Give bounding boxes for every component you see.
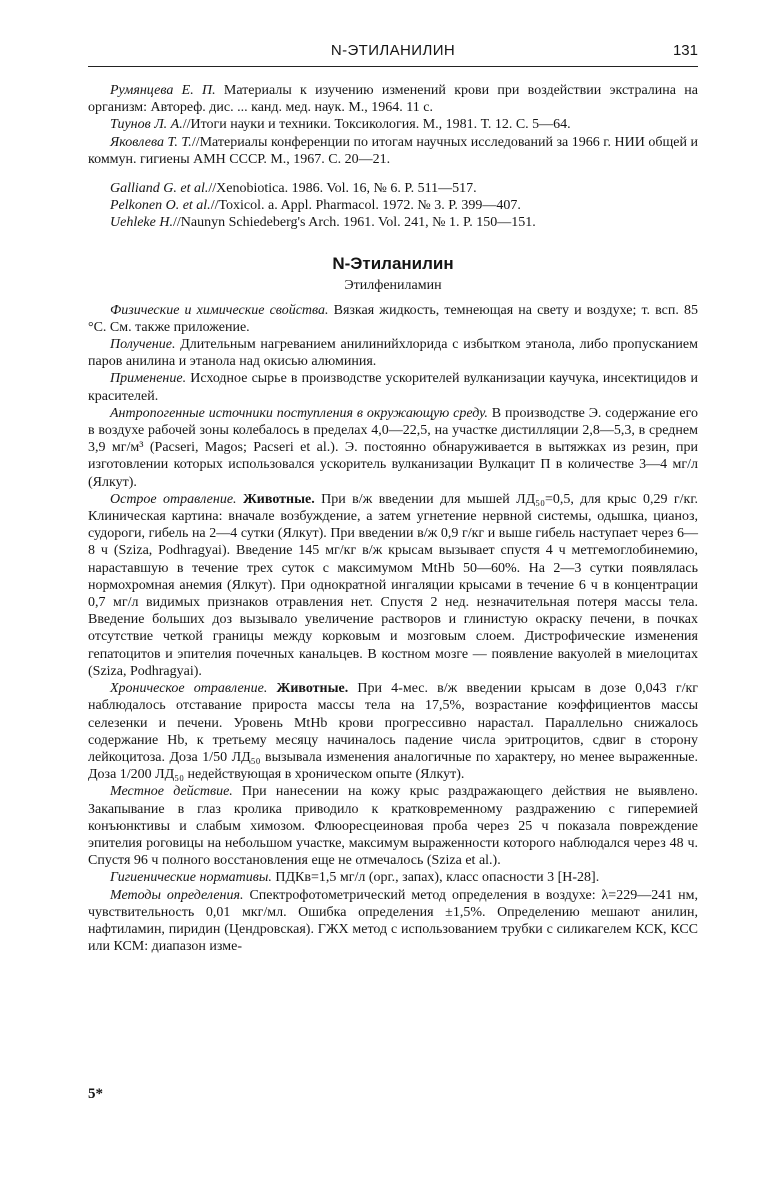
paragraph-lead: Хроническое отравление. [110,681,268,697]
reference-text: //Материалы конференции по итогам научных исследований за 1966 г. НИИ общей и коммун. гигиены АМН СССР. М., 1967. С. 20—21. [88,134,698,167]
paragraph-methods [88,887,698,956]
running-header [88,40,698,67]
reference-item [88,116,698,133]
reference-author: Тиунов Л. А. [110,117,183,133]
paragraph-application [88,370,698,404]
paragraph-lead: Физические и химические свойства. [110,302,329,318]
paragraph-text: Исходное сырье в производстве ускорителей вулканизации каучука, инсектицидов и красителей. [88,371,698,404]
reference-author: Яковлева Т. Т. [110,134,192,150]
paragraph-lead: Гигиенические нормативы. [110,870,272,886]
paragraph-properties [88,302,698,336]
reference-text: //Toxicol. a. Appl. Pharmacol. 1972. № 3. P. 399—407. [210,198,521,214]
running-title: N-ЭТИЛАНИЛИН [330,42,456,59]
article-body [88,302,698,956]
reference-list-latin [88,180,698,232]
paragraph-lead: Методы определения. [110,887,244,903]
reference-item [88,134,698,168]
reference-author: Pelkonen O. et al. [110,198,211,214]
reference-author: Galliand G. et al. [110,181,209,197]
paragraph-text: Спектрофотометрический метод определения в воздухе: λ=229—241 нм, чувствительность 0,01 мкг/мл. Ошибка определения ±1,5%. Определению мешают анилин, нафтиламин, пиридин (Цендровская). ГЖХ метод с использованием трубки с силикагелем КСК, КСС или КСМ: диапазон изме- [88,887,698,955]
paragraph-text: Длительным нагреванием анилинийхлорида с избытком этанола, либо пропусканием паров анилина и этанола над окисью алюминия. [88,337,698,370]
paragraph-subject: Животные. [267,681,349,697]
paragraph-text: Вязкая жидкость, темнеющая на свету и воздухе; т. всп. 85 °С. См. также приложение. [88,302,698,335]
paragraph-lead: Антропогенные источники поступления в окружающую среду. [110,405,488,421]
paragraph-production [88,336,698,370]
reference-author: Uehleke H. [110,215,173,231]
signature-mark: 5* [88,1086,103,1102]
paragraph-text: При в/ж введении для мышей ЛД₅₀=0,5, для крыс 0,29 г/кг. Клиническая картина: вначале возбуждение, а затем угнетение нервной системы, одышка, цианоз, судороги, гибель на 2—4 сутки (Ялкут). При введении в/ж 0,9 г/кг и выше гибель наступает через 6—8 ч (Sziza, Podhragyai). Введение 145 мг/кг в/ж крысам вызывает спустя 4 ч метгемоглобинемию, нараставшую в течение трех суток с максимумом MtHb 50—60%. На 2—3 сутки появлялась нормохромная анемия (Ялкут). При однократной ингаляции крысами в течение 6 ч в концентрации 0,7 мг/л видимых признаков отравления нет. Спустя 2 нед. незначительная потеря массы тела. Введение больших доз вызывало увеличение растворов и глинистую окраску печени, в почках отсутствие четкой границы между корковым и мозговым слоем. Дистрофические изменения гепатоцитов и эпителия почечных канальцев. В костном мозге — появление вакуолей в миелоцитах (Sziza, Podhragyai). [88,491,698,679]
paragraph-lead: Местное действие. [110,784,233,800]
paragraph-local-action [88,783,698,869]
reference-text: Материалы к изучению изменений крови при воздействии экстралина на организм: Автореф. дис. ... канд. мед. наук. М., 1964. 11 с. [88,83,698,116]
paragraph-text: ПДКв=1,5 мг/л (орг., запах), класс опасности 3 [Н-28]. [271,870,600,886]
paragraph-lead: Острое отравление. [110,491,237,507]
article-synonym: Этилфениламин [344,277,442,293]
reference-author: Румянцева Е. П. [110,83,216,98]
reference-item [88,180,698,197]
reference-text: //Naunyn Schiedeberg's Arch. 1961. Vol. 241, № 1. P. 150—151. [172,215,536,231]
article-title: N-Этиланилин [332,253,454,273]
paragraph-hygiene-norms [88,869,698,886]
reference-item [88,82,698,116]
reference-text: //Xenobiotica. 1986. Vol. 16, № 6. P. 511—517. [208,181,477,197]
paragraph-chronic-poisoning [88,680,698,783]
reference-list-russian [88,82,698,168]
paragraph-subject: Животные. [236,491,315,507]
reference-item [88,214,698,231]
paragraph-text: При нанесении на кожу крыс раздражающего действия не выявлено. Закапывание в глаз кролика приводило к кратковременному раздражению с гиперемией конъюнктивы и слабым химозом. Флюоресцеиновая проба через 25 ч показала повреждение эпителия роговицы на небольшом участке, максимум выраженности которого наблюдался через 48 ч. Спустя 96 ч полного восстановления еще не отмечалось (Sziza et al.). [88,784,699,869]
page-content [88,82,698,955]
reference-text: //Итоги науки и техники. Токсикология. М., 1981. Т. 12. С. 5—64. [182,117,571,133]
paragraph-text: В производстве Э. содержание его в воздухе рабочей зоны колебалось в пределах 4,0—22,5, на участке дистилляции 2,8—5,3, в среднем 3,9 мг/м³ (Pacseri, Magos; Pacseri et al.). Э. постоянно обнаруживается в вытяжках из резин, при изготовлении которых использовался ускоритель вулканизации Вулкацит П в количестве 3—4 мг/л (Ялкут). [88,405,699,490]
paragraph-text: При 4-мес. в/ж введении крысам в дозе 0,043 г/кг наблюдалось отставание прироста массы тела на 17,5%, возрастание коэффициентов массы селезенки и печени. Уровень MtHb крови прогрессивно нарастал. Параллельно снижалось содержание Hb, к третьему месяцу начиналось падение числа эритроцитов, сдвиг в сторону лейкоцитоза. Доза 1/50 ЛД₅₀ вызывала изменения аналогичные по характеру, но менее выраженные. Доза 1/200 ЛД₅₀ недействующая в хроническом опыте (Ялкут). [88,681,699,783]
paragraph-lead: Применение. [110,371,187,387]
reference-item [88,197,698,214]
page-number: 131 [672,42,698,59]
paragraph-lead: Получение. [110,337,176,353]
paragraph-sources [88,405,698,491]
paragraph-acute-poisoning [88,491,698,680]
